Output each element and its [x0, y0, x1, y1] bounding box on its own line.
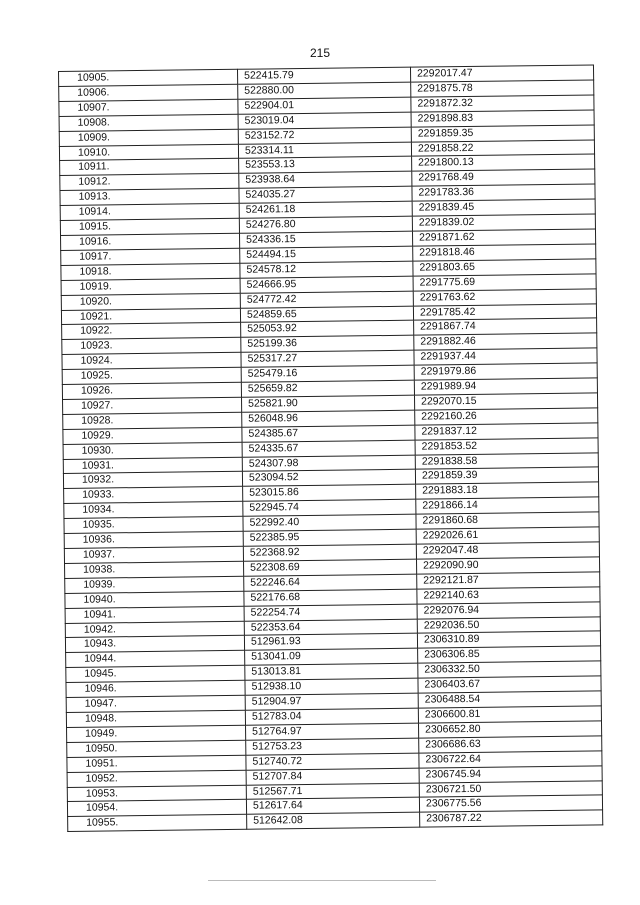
point-number-cell: 10905.: [59, 69, 238, 86]
y-coordinate-cell: 2306745.94: [419, 765, 602, 782]
y-coordinate-cell: 2291783.36: [412, 184, 595, 201]
point-number-cell: 10940.: [65, 591, 244, 608]
y-coordinate-cell: 2291882.46: [414, 333, 597, 350]
point-number-cell: 10921.: [61, 308, 240, 325]
x-coordinate-cell: 512753.23: [246, 738, 419, 755]
y-coordinate-cell: 2291818.46: [413, 244, 596, 261]
x-coordinate-cell: 524261.18: [239, 201, 412, 218]
x-coordinate-cell: 522945.74: [243, 499, 416, 516]
point-number-cell: 10913.: [60, 189, 239, 206]
x-coordinate-cell: 523015.86: [243, 485, 416, 502]
point-number-cell: 10951.: [67, 755, 246, 772]
y-coordinate-cell: 2291858.22: [411, 139, 594, 156]
y-coordinate-cell: 2306403.67: [418, 676, 601, 693]
point-number-cell: 10937.: [64, 546, 243, 563]
y-coordinate-cell: 2291871.62: [412, 229, 595, 246]
x-coordinate-cell: 512617.64: [246, 798, 419, 815]
y-coordinate-cell: 2292160.26: [415, 408, 598, 425]
x-coordinate-cell: 512783.04: [245, 708, 418, 725]
y-coordinate-cell: 2291937.44: [414, 348, 597, 365]
x-coordinate-cell: 523152.72: [238, 127, 411, 144]
point-number-cell: 10928.: [63, 412, 242, 429]
x-coordinate-cell: 525479.16: [241, 365, 414, 382]
point-number-cell: 10933.: [64, 487, 243, 504]
y-coordinate-cell: 2291853.52: [415, 438, 598, 455]
y-coordinate-cell: 2306787.22: [420, 810, 603, 827]
point-number-cell: 10925.: [62, 367, 241, 384]
x-coordinate-cell: 522880.00: [238, 82, 411, 99]
point-number-cell: 10910.: [59, 144, 238, 161]
point-number-cell: 10934.: [64, 502, 243, 519]
footer-divider: [208, 880, 436, 881]
y-coordinate-cell: 2291803.65: [413, 259, 596, 276]
y-coordinate-cell: 2292121.87: [417, 572, 600, 589]
y-coordinate-cell: 2306310.89: [417, 631, 600, 648]
x-coordinate-cell: 512642.08: [247, 812, 420, 829]
x-coordinate-cell: 524276.80: [239, 216, 412, 233]
y-coordinate-cell: 2292090.90: [416, 557, 599, 574]
y-coordinate-cell: 2306600.81: [418, 706, 601, 723]
y-coordinate-cell: 2306332.50: [418, 661, 601, 678]
point-number-cell: 10936.: [64, 531, 243, 548]
point-number-cell: 10953.: [67, 785, 246, 802]
y-coordinate-cell: 2291989.94: [414, 378, 597, 395]
y-coordinate-cell: 2291838.58: [415, 452, 598, 469]
x-coordinate-cell: 512707.84: [246, 768, 419, 785]
y-coordinate-cell: 2291775.69: [413, 274, 596, 291]
x-coordinate-cell: 524578.12: [240, 261, 413, 278]
point-number-cell: 10950.: [67, 740, 246, 757]
point-number-cell: 10941.: [65, 606, 244, 623]
point-number-cell: 10914.: [60, 203, 239, 220]
point-number-cell: 10943.: [65, 636, 244, 653]
y-coordinate-cell: 2306686.63: [419, 736, 602, 753]
y-coordinate-cell: 2306488.54: [418, 691, 601, 708]
point-number-cell: 10915.: [60, 218, 239, 235]
x-coordinate-cell: 512567.71: [246, 783, 419, 800]
y-coordinate-cell: 2292036.50: [417, 616, 600, 633]
x-coordinate-cell: 523938.64: [239, 172, 412, 189]
point-number-cell: 10935.: [64, 516, 243, 533]
x-coordinate-cell: 512961.93: [244, 634, 417, 651]
x-coordinate-cell: 524335.67: [242, 440, 415, 457]
x-coordinate-cell: 524859.65: [240, 306, 413, 323]
y-coordinate-cell: 2292076.94: [417, 602, 600, 619]
y-coordinate-cell: 2291875.78: [411, 80, 594, 97]
x-coordinate-cell: 512938.10: [245, 678, 418, 695]
y-coordinate-cell: 2292140.63: [417, 587, 600, 604]
x-coordinate-cell: 522368.92: [243, 544, 416, 561]
x-coordinate-cell: 512740.72: [246, 753, 419, 770]
y-coordinate-cell: 2291860.68: [416, 512, 599, 529]
point-number-cell: 10916.: [61, 233, 240, 250]
y-coordinate-cell: 2306721.50: [419, 780, 602, 797]
y-coordinate-cell: 2291785.42: [413, 303, 596, 320]
x-coordinate-cell: 512764.97: [246, 723, 419, 740]
x-coordinate-cell: 513041.09: [245, 648, 418, 665]
x-coordinate-cell: 522992.40: [243, 514, 416, 531]
point-number-cell: 10912.: [60, 174, 239, 191]
y-coordinate-cell: 2306652.80: [418, 721, 601, 738]
x-coordinate-cell: 522904.01: [238, 97, 411, 114]
x-coordinate-cell: 522308.69: [244, 559, 417, 576]
point-number-cell: 10939.: [65, 576, 244, 593]
y-coordinate-cell: 2291859.35: [411, 125, 594, 142]
x-coordinate-cell: 512904.97: [245, 693, 418, 710]
x-coordinate-cell: 522246.64: [244, 574, 417, 591]
y-coordinate-cell: 2291839.45: [412, 199, 595, 216]
point-number-cell: 10944.: [66, 651, 245, 668]
point-number-cell: 10909.: [59, 129, 238, 146]
x-coordinate-cell: 523314.11: [238, 142, 411, 159]
y-coordinate-cell: 2306306.85: [418, 646, 601, 663]
x-coordinate-cell: 522176.68: [244, 589, 417, 606]
point-number-cell: 10942.: [65, 621, 244, 638]
point-number-cell: 10946.: [66, 680, 245, 697]
y-coordinate-cell: 2292026.61: [416, 527, 599, 544]
y-coordinate-cell: 2291979.86: [414, 363, 597, 380]
y-coordinate-cell: 2291768.49: [412, 169, 595, 186]
point-number-cell: 10948.: [66, 710, 245, 727]
x-coordinate-cell: 524494.15: [240, 246, 413, 263]
point-number-cell: 10931.: [63, 457, 242, 474]
page-number: 215: [309, 46, 331, 60]
y-coordinate-cell: 2291800.13: [412, 154, 595, 171]
x-coordinate-cell: 525659.82: [241, 380, 414, 397]
x-coordinate-cell: 525053.92: [241, 321, 414, 338]
point-number-cell: 10922.: [62, 323, 241, 340]
y-coordinate-cell: 2291763.62: [413, 289, 596, 306]
coordinates-table-body: [59, 65, 603, 832]
point-number-cell: 10908.: [59, 114, 238, 131]
x-coordinate-cell: 525199.36: [241, 335, 414, 352]
x-coordinate-cell: 524336.15: [239, 231, 412, 248]
point-number-cell: 10949.: [67, 725, 246, 742]
point-number-cell: 10947.: [66, 695, 245, 712]
x-coordinate-cell: 522385.95: [243, 529, 416, 546]
coordinates-table-wrapper: [58, 65, 585, 832]
point-number-cell: 10917.: [61, 248, 240, 265]
point-number-cell: 10907.: [59, 99, 238, 116]
x-coordinate-cell: 524035.27: [239, 186, 412, 203]
y-coordinate-cell: 2291867.74: [414, 318, 597, 335]
x-coordinate-cell: 522353.64: [244, 619, 417, 636]
y-coordinate-cell: 2292070.15: [414, 393, 597, 410]
y-coordinate-cell: 2291872.32: [411, 95, 594, 112]
x-coordinate-cell: 526048.96: [242, 410, 415, 427]
point-number-cell: 10919.: [61, 278, 240, 295]
x-coordinate-cell: 523094.52: [242, 470, 415, 487]
y-coordinate-cell: 2291837.12: [415, 423, 598, 440]
point-number-cell: 10954.: [67, 800, 246, 817]
y-coordinate-cell: 2292017.47: [410, 65, 593, 82]
point-number-cell: 10924.: [62, 353, 241, 370]
coordinates-table: [58, 64, 603, 832]
x-coordinate-cell: 525317.27: [241, 350, 414, 367]
point-number-cell: 10932.: [63, 472, 242, 489]
x-coordinate-cell: 523553.13: [239, 157, 412, 174]
y-coordinate-cell: 2306775.56: [419, 795, 602, 812]
point-number-cell: 10920.: [61, 293, 240, 310]
y-coordinate-cell: 2291898.83: [411, 110, 594, 127]
y-coordinate-cell: 2291859.39: [415, 467, 598, 484]
x-coordinate-cell: 523019.04: [238, 112, 411, 129]
point-number-cell: 10929.: [63, 427, 242, 444]
point-number-cell: 10952.: [67, 770, 246, 787]
y-coordinate-cell: 2306722.64: [419, 751, 602, 768]
point-number-cell: 10938.: [65, 561, 244, 578]
y-coordinate-cell: 2291866.14: [416, 497, 599, 514]
y-coordinate-cell: 2291839.02: [412, 214, 595, 231]
x-coordinate-cell: 524307.98: [242, 455, 415, 472]
point-number-cell: 10945.: [66, 666, 245, 683]
x-coordinate-cell: 522254.74: [244, 604, 417, 621]
x-coordinate-cell: 524385.67: [242, 425, 415, 442]
x-coordinate-cell: 524666.95: [240, 276, 413, 293]
point-number-cell: 10927.: [63, 397, 242, 414]
point-number-cell: 10911.: [60, 159, 239, 176]
point-number-cell: 10923.: [62, 338, 241, 355]
point-number-cell: 10918.: [61, 263, 240, 280]
point-number-cell: 10955.: [68, 815, 247, 832]
x-coordinate-cell: 513013.81: [245, 663, 418, 680]
y-coordinate-cell: 2291883.18: [416, 482, 599, 499]
x-coordinate-cell: 524772.42: [240, 291, 413, 308]
x-coordinate-cell: 522415.79: [237, 67, 410, 84]
point-number-cell: 10926.: [62, 382, 241, 399]
y-coordinate-cell: 2292047.48: [416, 542, 599, 559]
point-number-cell: 10906.: [59, 84, 238, 101]
point-number-cell: 10930.: [63, 442, 242, 459]
x-coordinate-cell: 525821.90: [241, 395, 414, 412]
